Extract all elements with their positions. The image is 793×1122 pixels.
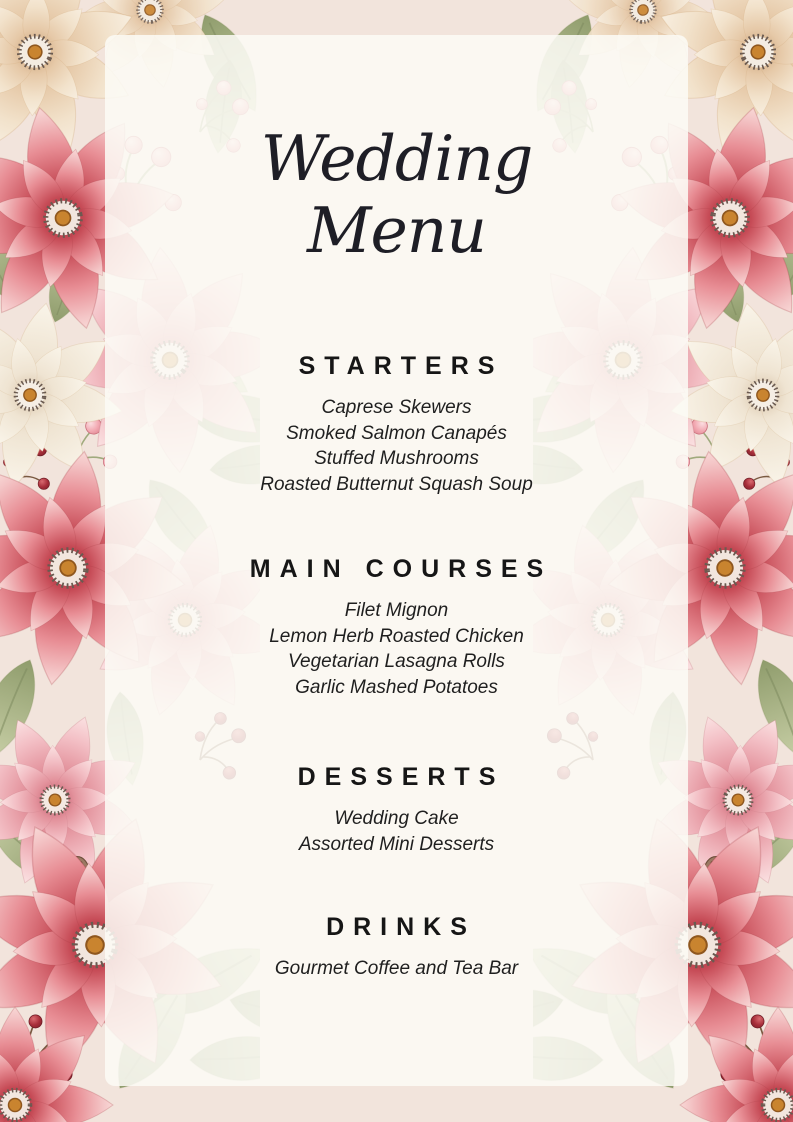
menu-section-main-courses [105, 554, 688, 700]
section-header-main-courses: MAIN COURSES [249, 555, 553, 583]
menu-item-list [105, 956, 688, 982]
section-header-starters: STARTERS [298, 352, 504, 380]
menu-item: Stuffed Mushrooms [314, 448, 479, 469]
menu-section-starters [105, 351, 688, 497]
menu-item: Lemon Herb Roasted Chicken [269, 625, 524, 647]
menu-title [105, 123, 688, 267]
menu-item: Gourmet Coffee and Tea Bar [274, 958, 519, 979]
menu-item-list [105, 806, 688, 857]
menu-item: Filet Mignon [344, 600, 449, 621]
menu-item: Caprese Skewers [321, 397, 472, 418]
section-header-desserts: DESSERTS [297, 763, 505, 791]
menu-item: Assorted Mini Desserts [298, 833, 495, 855]
menu-title-line2: Menu [307, 194, 486, 267]
section-header-drinks: DRINKS [326, 913, 476, 941]
menu-section-desserts [105, 762, 688, 857]
menu-item-list [105, 598, 688, 700]
menu-item: Smoked Salmon Canapés [286, 422, 507, 444]
menu-panel [105, 35, 688, 1086]
menu-item: Roasted Butternut Squash Soup [260, 473, 533, 495]
menu-item-list [105, 395, 688, 497]
menu-section-drinks [105, 912, 688, 982]
menu-item: Vegetarian Lasagna Rolls [288, 651, 505, 672]
menu-item: Garlic Mashed Potatoes [295, 676, 498, 698]
menu-title-line1: Wedding [260, 122, 533, 195]
menu-item: Wedding Cake [334, 808, 459, 829]
